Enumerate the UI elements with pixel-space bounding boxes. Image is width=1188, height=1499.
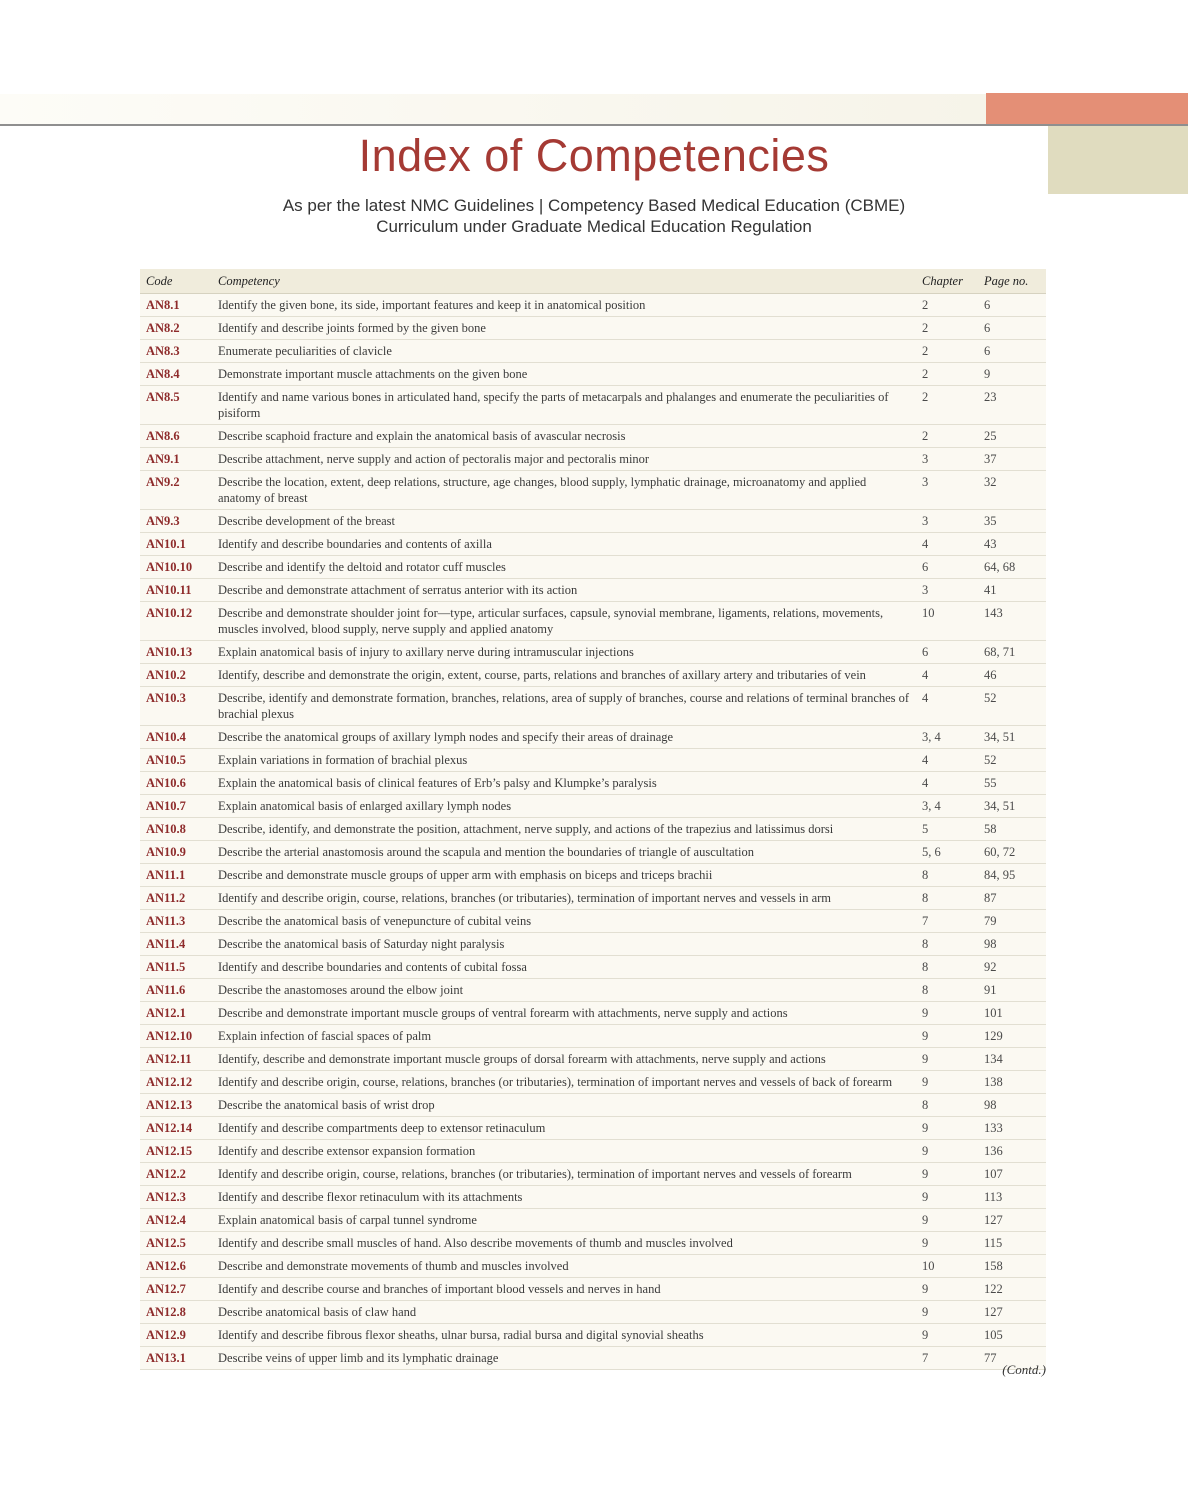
row-competency: Describe anatomical basis of claw hand xyxy=(212,1301,916,1324)
row-competency: Identify and describe course and branches of important blood vessels and nerves in hand xyxy=(212,1278,916,1301)
row-code: AN12.2 xyxy=(140,1163,212,1186)
page-title: Index of Competencies xyxy=(358,130,830,181)
row-competency: Describe scaphoid fracture and explain the anatomical basis of avascular necrosis xyxy=(212,425,916,448)
row-competency: Describe the anatomical groups of axillary lymph nodes and specify their areas of drainage xyxy=(212,726,916,749)
row-page: 60, 72 xyxy=(978,841,1046,864)
row-code: AN10.3 xyxy=(140,687,212,726)
row-competency: Identify and describe origin, course, relations, branches (or tributaries), termination of important nerves and vessels in arm xyxy=(212,887,916,910)
row-chapter: 4 xyxy=(916,772,978,795)
corner-tab-orange xyxy=(986,93,1188,124)
row-code: AN10.6 xyxy=(140,772,212,795)
table-row xyxy=(140,795,1046,818)
table-row xyxy=(140,1255,1046,1278)
row-page: 6 xyxy=(978,294,1046,317)
row-page: 52 xyxy=(978,687,1046,726)
row-code: AN12.10 xyxy=(140,1025,212,1048)
row-competency: Describe, identify, and demonstrate the position, attachment, nerve supply, and actions of the trapezius and latissimus dorsi xyxy=(212,818,916,841)
table-row xyxy=(140,448,1046,471)
row-code: AN8.5 xyxy=(140,386,212,425)
row-chapter: 8 xyxy=(916,887,978,910)
row-code: AN9.3 xyxy=(140,510,212,533)
row-chapter: 2 xyxy=(916,294,978,317)
row-code: AN12.6 xyxy=(140,1255,212,1278)
row-chapter: 5 xyxy=(916,818,978,841)
row-page: 41 xyxy=(978,579,1046,602)
row-code: AN10.2 xyxy=(140,664,212,687)
table-row xyxy=(140,1048,1046,1071)
table-row xyxy=(140,510,1046,533)
row-competency: Describe and demonstrate muscle groups of upper arm with emphasis on biceps and triceps brachii xyxy=(212,864,916,887)
row-page: 6 xyxy=(978,340,1046,363)
row-page: 77 xyxy=(978,1347,1046,1370)
row-competency: Describe the anatomical basis of wrist drop xyxy=(212,1094,916,1117)
row-code: AN12.9 xyxy=(140,1324,212,1347)
row-page: 25 xyxy=(978,425,1046,448)
row-code: AN10.4 xyxy=(140,726,212,749)
row-page: 43 xyxy=(978,533,1046,556)
row-chapter: 2 xyxy=(916,317,978,340)
table-row xyxy=(140,340,1046,363)
row-code: AN10.10 xyxy=(140,556,212,579)
row-code: AN12.7 xyxy=(140,1278,212,1301)
row-competency: Identify and describe fibrous flexor sheaths, ulnar bursa, radial bursa and digital synovial sheaths xyxy=(212,1324,916,1347)
table-row xyxy=(140,818,1046,841)
table-row xyxy=(140,317,1046,340)
row-page: 158 xyxy=(978,1255,1046,1278)
row-competency: Describe and demonstrate shoulder joint for—type, articular surfaces, capsule, synovial membrane, ligaments, relations, movements, muscles involved, blood supply, nerve supply and applied anatomy xyxy=(212,602,916,641)
row-chapter: 8 xyxy=(916,864,978,887)
row-chapter: 9 xyxy=(916,1002,978,1025)
table-row xyxy=(140,1117,1046,1140)
row-chapter: 8 xyxy=(916,1094,978,1117)
table-row xyxy=(140,533,1046,556)
row-competency: Describe veins of upper limb and its lymphatic drainage xyxy=(212,1347,916,1370)
row-page: 101 xyxy=(978,1002,1046,1025)
row-code: AN12.5 xyxy=(140,1232,212,1255)
row-competency: Describe development of the breast xyxy=(212,510,916,533)
row-chapter: 4 xyxy=(916,664,978,687)
row-chapter: 4 xyxy=(916,533,978,556)
row-page: 52 xyxy=(978,749,1046,772)
column-header-page: Page no. xyxy=(978,269,1046,294)
table-row xyxy=(140,579,1046,602)
row-competency: Describe and demonstrate attachment of serratus anterior with its action xyxy=(212,579,916,602)
table-row xyxy=(140,1301,1046,1324)
row-code: AN12.1 xyxy=(140,1002,212,1025)
row-competency: Identify and describe origin, course, relations, branches (or tributaries), termination of important nerves and vessels of back of forearm xyxy=(212,1071,916,1094)
row-page: 37 xyxy=(978,448,1046,471)
row-page: 134 xyxy=(978,1048,1046,1071)
row-competency: Describe and identify the deltoid and rotator cuff muscles xyxy=(212,556,916,579)
table-row xyxy=(140,887,1046,910)
row-competency: Describe the anastomoses around the elbow joint xyxy=(212,979,916,1002)
row-code: AN13.1 xyxy=(140,1347,212,1370)
row-chapter: 2 xyxy=(916,386,978,425)
table-row xyxy=(140,1002,1046,1025)
row-code: AN12.8 xyxy=(140,1301,212,1324)
row-code: AN10.8 xyxy=(140,818,212,841)
table-row xyxy=(140,726,1046,749)
table-row xyxy=(140,1140,1046,1163)
column-header-code: Code xyxy=(140,269,212,294)
table-row xyxy=(140,1094,1046,1117)
continued-note: (Contd.) xyxy=(1002,1362,1046,1377)
row-page: 92 xyxy=(978,956,1046,979)
row-chapter: 3 xyxy=(916,510,978,533)
row-page: 64, 68 xyxy=(978,556,1046,579)
row-competency: Explain anatomical basis of injury to axillary nerve during intramuscular injections xyxy=(212,641,916,664)
row-code: AN11.4 xyxy=(140,933,212,956)
row-chapter: 5, 6 xyxy=(916,841,978,864)
row-chapter: 3, 4 xyxy=(916,795,978,818)
row-competency: Identify and describe extensor expansion formation xyxy=(212,1140,916,1163)
row-page: 113 xyxy=(978,1186,1046,1209)
row-competency: Identify and describe origin, course, relations, branches (or tributaries), termination of important nerves and vessels of forearm xyxy=(212,1163,916,1186)
row-chapter: 9 xyxy=(916,1071,978,1094)
row-code: AN8.3 xyxy=(140,340,212,363)
row-code: AN10.13 xyxy=(140,641,212,664)
page-subtitle xyxy=(0,195,1188,237)
table-row xyxy=(140,386,1046,425)
row-code: AN11.3 xyxy=(140,910,212,933)
row-chapter: 2 xyxy=(916,340,978,363)
table-row xyxy=(140,1209,1046,1232)
row-chapter: 9 xyxy=(916,1186,978,1209)
row-code: AN12.14 xyxy=(140,1117,212,1140)
table-row xyxy=(140,687,1046,726)
row-chapter: 6 xyxy=(916,641,978,664)
row-competency: Identify and describe boundaries and contents of axilla xyxy=(212,533,916,556)
row-chapter: 4 xyxy=(916,687,978,726)
table-row xyxy=(140,749,1046,772)
row-page: 136 xyxy=(978,1140,1046,1163)
row-page: 107 xyxy=(978,1163,1046,1186)
row-chapter: 8 xyxy=(916,933,978,956)
row-competency: Explain infection of fascial spaces of palm xyxy=(212,1025,916,1048)
table-row xyxy=(140,864,1046,887)
row-competency: Describe the location, extent, deep relations, structure, age changes, blood supply, lymphatic drainage, microanatomy and applied anatomy of breast xyxy=(212,471,916,510)
row-chapter: 9 xyxy=(916,1025,978,1048)
row-competency: Describe the anatomical basis of Saturday night paralysis xyxy=(212,933,916,956)
row-chapter: 8 xyxy=(916,956,978,979)
row-page: 32 xyxy=(978,471,1046,510)
row-code: AN12.13 xyxy=(140,1094,212,1117)
row-code: AN12.4 xyxy=(140,1209,212,1232)
row-page: 68, 71 xyxy=(978,641,1046,664)
row-chapter: 2 xyxy=(916,363,978,386)
row-chapter: 3 xyxy=(916,448,978,471)
row-code: AN9.2 xyxy=(140,471,212,510)
table-row xyxy=(140,910,1046,933)
row-competency: Identify and name various bones in articulated hand, specify the parts of metacarpals and phalanges and enumerate the peculiarities of pisiform xyxy=(212,386,916,425)
row-code: AN8.4 xyxy=(140,363,212,386)
row-chapter: 9 xyxy=(916,1232,978,1255)
row-competency: Describe attachment, nerve supply and action of pectoralis major and pectoralis minor xyxy=(212,448,916,471)
table-row xyxy=(140,841,1046,864)
row-code: AN10.7 xyxy=(140,795,212,818)
row-chapter: 9 xyxy=(916,1209,978,1232)
row-page: 35 xyxy=(978,510,1046,533)
row-chapter: 7 xyxy=(916,910,978,933)
row-code: AN9.1 xyxy=(140,448,212,471)
table-row xyxy=(140,602,1046,641)
subtitle-line-1: As per the latest NMC Guidelines | Competency Based Medical Education (CBME) xyxy=(282,196,906,215)
row-chapter: 9 xyxy=(916,1278,978,1301)
row-competency: Describe and demonstrate important muscle groups of ventral forearm with attachments, nerve supply and actions xyxy=(212,1002,916,1025)
row-page: 127 xyxy=(978,1209,1046,1232)
row-chapter: 10 xyxy=(916,1255,978,1278)
row-page: 58 xyxy=(978,818,1046,841)
row-chapter: 8 xyxy=(916,979,978,1002)
row-code: AN8.6 xyxy=(140,425,212,448)
table-row xyxy=(140,933,1046,956)
row-code: AN10.12 xyxy=(140,602,212,641)
row-chapter: 4 xyxy=(916,749,978,772)
table-header-row xyxy=(140,269,1046,294)
row-page: 133 xyxy=(978,1117,1046,1140)
competency-table-wrapper xyxy=(140,269,1046,1370)
row-competency: Identify and describe boundaries and contents of cubital fossa xyxy=(212,956,916,979)
column-header-chapter: Chapter xyxy=(916,269,978,294)
table-row xyxy=(140,772,1046,795)
row-code: AN11.5 xyxy=(140,956,212,979)
row-page: 98 xyxy=(978,1094,1046,1117)
table-row xyxy=(140,1025,1046,1048)
table-row xyxy=(140,664,1046,687)
row-competency: Enumerate peculiarities of clavicle xyxy=(212,340,916,363)
row-competency: Identify, describe and demonstrate important muscle groups of dorsal forearm with attachments, nerve supply and actions xyxy=(212,1048,916,1071)
row-competency: Identify the given bone, its side, important features and keep it in anatomical position xyxy=(212,294,916,317)
row-page: 138 xyxy=(978,1071,1046,1094)
table-row xyxy=(140,425,1046,448)
row-page: 84, 95 xyxy=(978,864,1046,887)
row-page: 55 xyxy=(978,772,1046,795)
row-page: 98 xyxy=(978,933,1046,956)
row-competency: Explain anatomical basis of carpal tunnel syndrome xyxy=(212,1209,916,1232)
row-page: 143 xyxy=(978,602,1046,641)
row-code: AN11.1 xyxy=(140,864,212,887)
table-row xyxy=(140,956,1046,979)
row-chapter: 3, 4 xyxy=(916,726,978,749)
row-code: AN10.5 xyxy=(140,749,212,772)
table-row xyxy=(140,1278,1046,1301)
row-chapter: 10 xyxy=(916,602,978,641)
row-chapter: 9 xyxy=(916,1163,978,1186)
row-code: AN10.1 xyxy=(140,533,212,556)
table-row xyxy=(140,1232,1046,1255)
row-code: AN10.9 xyxy=(140,841,212,864)
column-header-competency: Competency xyxy=(212,269,916,294)
row-chapter: 9 xyxy=(916,1140,978,1163)
row-page: 105 xyxy=(978,1324,1046,1347)
competency-table xyxy=(140,269,1046,1370)
row-code: AN12.11 xyxy=(140,1048,212,1071)
row-chapter: 3 xyxy=(916,579,978,602)
row-chapter: 9 xyxy=(916,1324,978,1347)
row-page: 127 xyxy=(978,1301,1046,1324)
table-row xyxy=(140,1324,1046,1347)
row-competency: Identify and describe flexor retinaculum with its attachments xyxy=(212,1186,916,1209)
row-chapter: 6 xyxy=(916,556,978,579)
table-row xyxy=(140,363,1046,386)
row-competency: Demonstrate important muscle attachments on the given bone xyxy=(212,363,916,386)
row-page: 9 xyxy=(978,363,1046,386)
row-code: AN12.3 xyxy=(140,1186,212,1209)
row-chapter: 3 xyxy=(916,471,978,510)
row-competency: Explain variations in formation of brachial plexus xyxy=(212,749,916,772)
row-competency: Describe the arterial anastomosis around the scapula and mention the boundaries of triangle of auscultation xyxy=(212,841,916,864)
row-competency: Identify and describe joints formed by the given bone xyxy=(212,317,916,340)
row-competency: Describe the anatomical basis of venepuncture of cubital veins xyxy=(212,910,916,933)
subtitle-line-2: Curriculum under Graduate Medical Education Regulation xyxy=(376,217,812,236)
row-code: AN11.6 xyxy=(140,979,212,1002)
table-row xyxy=(140,1163,1046,1186)
row-chapter: 9 xyxy=(916,1048,978,1071)
row-competency: Describe, identify and demonstrate formation, branches, relations, area of supply of branches, course and relations of terminal branches of brachial plexus xyxy=(212,687,916,726)
row-code: AN11.2 xyxy=(140,887,212,910)
table-row xyxy=(140,1071,1046,1094)
table-row xyxy=(140,641,1046,664)
row-page: 34, 51 xyxy=(978,726,1046,749)
row-competency: Identify, describe and demonstrate the origin, extent, course, parts, relations and branches of axillary artery and tributaries of vein xyxy=(212,664,916,687)
table-body xyxy=(140,294,1046,1370)
row-code: AN12.15 xyxy=(140,1140,212,1163)
table-row xyxy=(140,1186,1046,1209)
row-chapter: 7 xyxy=(916,1347,978,1370)
row-chapter: 2 xyxy=(916,425,978,448)
row-page: 129 xyxy=(978,1025,1046,1048)
table-row xyxy=(140,979,1046,1002)
row-chapter: 9 xyxy=(916,1301,978,1324)
row-page: 122 xyxy=(978,1278,1046,1301)
row-competency: Identify and describe small muscles of hand. Also describe movements of thumb and muscles involved xyxy=(212,1232,916,1255)
row-competency: Explain the anatomical basis of clinical features of Erb’s palsy and Klumpke’s paralysis xyxy=(212,772,916,795)
row-page: 34, 51 xyxy=(978,795,1046,818)
row-competency: Describe and demonstrate movements of thumb and muscles involved xyxy=(212,1255,916,1278)
row-page: 79 xyxy=(978,910,1046,933)
row-page: 23 xyxy=(978,386,1046,425)
row-competency: Explain anatomical basis of enlarged axillary lymph nodes xyxy=(212,795,916,818)
table-row xyxy=(140,556,1046,579)
row-code: AN10.11 xyxy=(140,579,212,602)
row-competency: Identify and describe compartments deep to extensor retinaculum xyxy=(212,1117,916,1140)
row-page: 91 xyxy=(978,979,1046,1002)
row-page: 87 xyxy=(978,887,1046,910)
table-row xyxy=(140,471,1046,510)
row-code: AN8.2 xyxy=(140,317,212,340)
table-row xyxy=(140,294,1046,317)
row-code: AN12.12 xyxy=(140,1071,212,1094)
row-page: 6 xyxy=(978,317,1046,340)
row-page: 115 xyxy=(978,1232,1046,1255)
row-chapter: 9 xyxy=(916,1117,978,1140)
row-code: AN8.1 xyxy=(140,294,212,317)
row-page: 46 xyxy=(978,664,1046,687)
